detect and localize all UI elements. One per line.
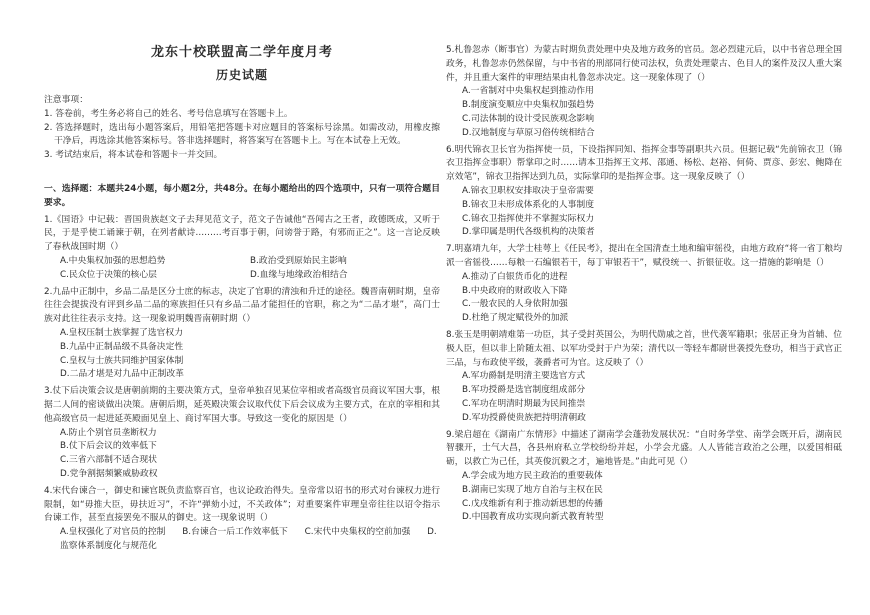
option-a: A.防止个别官员垄断权力	[60, 427, 157, 438]
question-stem: 6.明代锦衣卫长官为指挥使一员，下设指挥同知、指挥佥事等副职共六员。但据记载“先前锦衣卫（锦衣卫指挥佥事职）帮掌印之时……请本卫指挥王文邦、邵通、杨松、赵裕、何倚、贾彦、彭宏、鲍降在京效笔”，锦衣卫指挥达到九员，实际掌印的是指挥佥事。这一现象反映了（）	[446, 144, 842, 183]
question-stem: 5.札鲁忽赤（断事官）为蒙古时期负责处理中央及地方政务的官员。忽必烈建元后，以中书省总理全国政务，札鲁忽赤仍然保留，与中书省的刑部同行使司法权，负责处理蒙古、色目人的案件及汉人重大案件，并且重大案件的审理结果由札鲁忽赤决定。这一现象体现了（）	[446, 45, 842, 83]
option-b: B.锦衣卫未形成体系化的人事制度	[462, 199, 594, 210]
notice-block	[44, 94, 440, 163]
option-c: C.戊戌维新有利于推动新思想的传播	[462, 498, 603, 509]
question-stem: 2.九品中正制中，乡品二品是区分士庶的标志，决定了官职的清浊和升迁的途径。魏晋南朝时期，皇帝往往会提拔没有评到乡品二品的寒族担任只有乡品二品才能担任的官职，称之为“二品才堪”，高门士族对此往往表示支持。这一现象说明魏晋南朝时期（）	[44, 286, 440, 325]
section-heading: 一、选择题：本题共24小题，每小题2分，共48分。在每小题给出的四个选项中，只有一项符合题目要求。	[44, 183, 440, 208]
option-c: C.司法体制的设计受民族观念影响	[462, 113, 595, 124]
option-a: A.学会成为地方民主政治的重要载体	[462, 470, 603, 481]
option-d: D.军功授爵使贵族把持明清朝政	[462, 412, 586, 423]
option-d: D.党争割据频繁威胁政权	[60, 468, 158, 479]
option-list	[44, 526, 440, 554]
option-a: A.一省制对中央集权起到推动作用	[462, 86, 594, 97]
option-c: C.锦衣卫指挥使并不掌握实际权力	[462, 213, 595, 224]
question-6	[446, 144, 842, 241]
question-stem: 4.宋代台谏合一，御史和谏官既负责监察百官，也议论政治得失。皇帝常以诏书的形式对台谏权力进行限制，如“毋推大臣，毋扶近习”，不许“弹劾小过，不关政体”；对重要案件审理皇帝往往以诏令指示台谏工作，甚至直接罢免不服从的御史。这一现象说明（）	[44, 485, 440, 524]
option-b: B.军功授爵是选官制度组成部分	[462, 385, 586, 396]
option-list	[446, 470, 842, 525]
question-5	[446, 44, 842, 141]
option-c: C.军功在明清时期最为民间推崇	[462, 398, 586, 409]
question-2	[44, 286, 440, 383]
option-a: A.皇权压制士族掌握了选官权力	[60, 327, 184, 338]
right-column	[446, 44, 842, 600]
option-c: C.宋代中央集权的空前加强	[304, 527, 411, 538]
option-a: A.皇权强化了对官员的控制	[60, 527, 166, 538]
option-list	[446, 271, 842, 326]
question-8	[446, 329, 842, 426]
option-c: C.民众位于决策的核心层	[60, 269, 157, 280]
notice-item: 2. 答选择题时，选出每小题答案后，用铅笔把答题卡对应题目的答案标号涂黑。如需改动，用橡皮擦干净后，再选涂其他答案标号。答非选择题时，将答案写在答题卡上。写在本试卷上无效。	[44, 122, 440, 147]
notice-item: 3. 考试结束后，将本试卷和答题卡一并交回。	[44, 150, 223, 161]
option-b: B.九品中正制品级不具备决定性	[60, 341, 184, 352]
exam-subtitle: 历史试题	[215, 68, 268, 82]
left-column	[44, 44, 440, 600]
option-list	[44, 327, 440, 382]
option-d: D.二品才堪是对九品中正制改革	[60, 369, 184, 380]
question-stem: 1.《国语》中记载：晋国贵族赵文子去拜见范文子，范文子告诫他“吾闻古之王者，政德既成，又听于民，于是乎使工诵谏于朝，在列者献诗………考百事于朝，问谤誉于路，有邪而正之”。这一言论反映了春秋战国时期（）	[44, 214, 440, 253]
question-stem: 3.仗下后决策会议是唐朝前期的主要决策方式，皇帝单独召见某位宰相或者高级官员商议军国大事，根据二人间的密谈做出决策。唐朝后期，延英殿决策会议取代仗下后会议成为主要方式，在京的宰相和其他高级官员一起进延英殿面见皇上、商讨军国大事。导致这一变化的原因是（）	[44, 386, 440, 424]
question-7	[446, 243, 842, 326]
option-a: A.军功爵制是明清主要选官方式	[462, 371, 586, 382]
question-1	[44, 214, 440, 283]
question-4	[44, 485, 440, 554]
option-a: A.中央集权加强的思想趋势	[60, 255, 166, 266]
option-a: A.推动了白银货币化的进程	[462, 271, 568, 282]
option-b: B.中央政府的财政收入下降	[462, 285, 568, 296]
question-stem: 9.梁启超在《湖南广东情形》中描述了湖南学会蓬勃发展状况：“自时务学堂、南学会既开后，湖南民智骤开，士气大昌，各县州府私立学校纷纷并起，小学会尤盛。人人皆能言政治之公理，以爱国相砥砺，以救亡为己任，其英俊沉毅之才，遍地皆是。”由此可见（）	[446, 429, 842, 468]
option-d: D.杜绝了规定赋役外的加派	[462, 313, 569, 324]
option-c: C.一般农民的人身依附加强	[462, 299, 568, 310]
question-stem: 8.张玉是明朝靖难第一功臣，其子受封英国公，为明代勋戚之首，世代袭军籍职；张居正身为首辅、位极人臣，但以非上阶随太祖、以军功受封于户为荣；清代以一等轻车都尉世袭授先登功，相当于武官正三品，与布政使平级，袭爵者可为官。这反映了（）	[446, 329, 842, 368]
option-list	[446, 370, 842, 425]
option-d: D.监察体系制度化与规范化	[60, 527, 437, 551]
option-b: B.政治受到原始民主影响	[250, 255, 347, 266]
option-d: D.掌印属是明代各级机构的决策者	[462, 227, 595, 238]
option-c: C.三省六部制不适合现状	[60, 455, 157, 466]
option-b: B.仗下后会议的效率低下	[60, 441, 157, 452]
option-d: D.血缘与地缘政治相结合	[250, 269, 348, 280]
question-3	[44, 385, 440, 482]
notice-heading: 注意事项：	[44, 95, 88, 105]
question-9	[446, 429, 842, 526]
option-list	[446, 185, 842, 240]
option-b: B.台谏合一后工作效率低下	[182, 527, 288, 538]
option-list	[44, 427, 440, 482]
option-b: B.制度演变顺应中央集权加强趋势	[462, 100, 594, 111]
question-stem: 7.明嘉靖九年，大学士桂萼上《任民考》，提出在全国清查土地和编审徭役，由地方政府“将一省丁粮均派一省徭役……每粮一石编银若干，每丁审银若干”，赋役统一、折银征收。这一措施的影响是（）	[446, 244, 842, 268]
option-b: B.湖南已实现了地方自治与主权在民	[462, 484, 603, 495]
option-list	[446, 85, 842, 140]
exam-title: 龙东十校联盟高二学年度月考	[150, 45, 333, 60]
option-c: C.皇权与士族共同维护国家体制	[60, 355, 184, 366]
option-list	[44, 255, 440, 283]
option-a: A.锦衣卫职权安排取决于皇帝需要	[462, 185, 594, 196]
notice-item: 1. 答卷前，考生务必将自己的姓名、考号信息填写在答题卡上。	[44, 108, 293, 119]
option-d: D.汉地制度与草原习俗传统相结合	[462, 127, 595, 138]
option-d: D.中国教育成功实现向新式教育转型	[462, 512, 604, 523]
